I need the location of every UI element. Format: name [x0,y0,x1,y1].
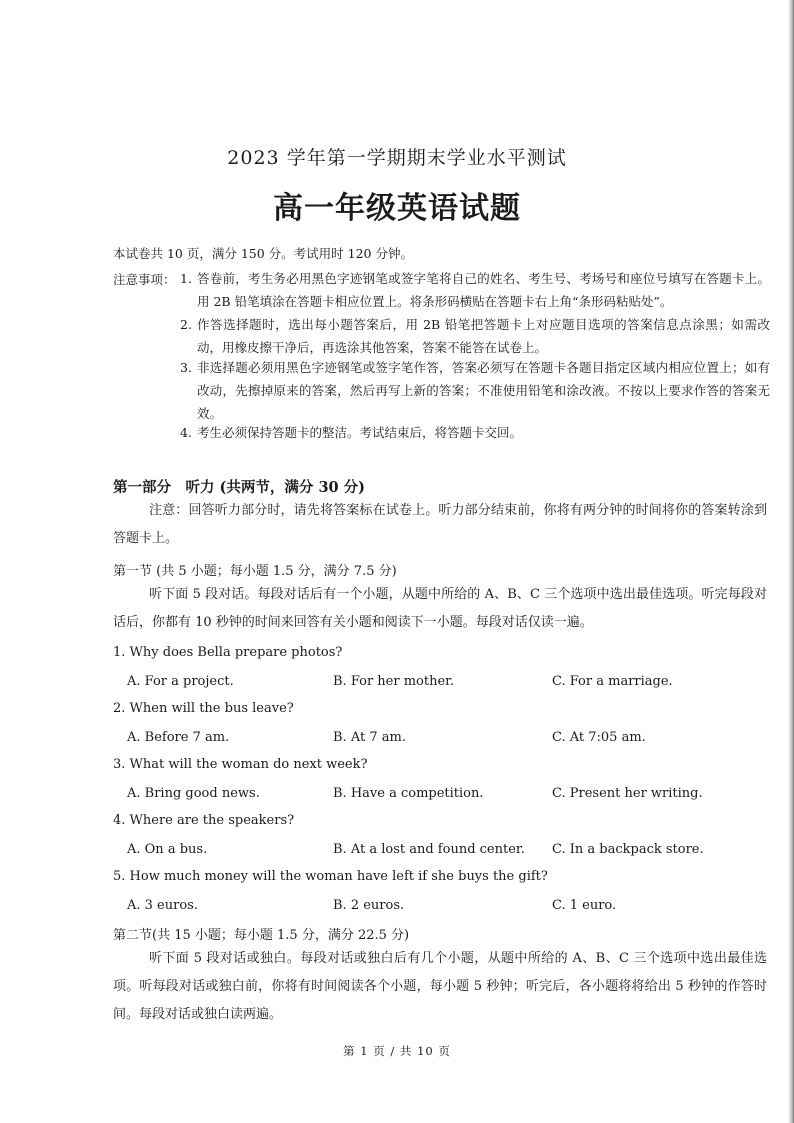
note-text: 答卷前，考生务必用黑色字迹钢笔或签字笔将自己的姓名、考生号、考场号和座位号填写在答题卡上。用 2B 铅笔填涂在答题卡相应位置上。将条形码横贴在答题卡右上角“条形码粘贴处”。 [197,271,770,309]
option-b: B. For her mother. [333,674,455,689]
option-c: C. In a backpack store. [552,842,704,857]
question: 2. When will the bus leave? [113,701,294,716]
exam-title: 2023 学年第一学期期末学业水平测试 [227,147,567,169]
option-a: A. On a bus. [127,842,208,857]
note-number: 3. [180,360,192,375]
note-item [180,421,770,444]
note-text: 作答选择题时，选出每小题答案后，用 2B 铅笔把答题卡上对应题目选项的答案信息点涂黑；如需改动，用橡皮擦干净后，再选涂其他答案，答案不能答在试卷上。 [197,317,770,355]
question: 3. What will the woman do next week? [113,757,368,772]
part1-heading: 第一部分 听力 (共两节，满分 30 分) [113,479,366,496]
option-c: C. For a marriage. [552,674,673,689]
section2-heading: 第二节(共 15 小题；每小题 1.5 分，满分 22.5 分) [113,928,410,943]
note-item [180,267,770,313]
option-a: A. For a project. [127,674,234,689]
question: 4. Where are the speakers? [113,813,295,828]
option-a: A. 3 euros. [127,898,198,913]
scan-edge-shadow [788,0,794,1123]
option-b: B. 2 euros. [333,898,405,913]
note-text: 考生必须保持答题卡的整洁。考试结束后，将答题卡交回。 [197,425,523,440]
note-number: 4. [180,425,192,440]
note-text: 非选择题必须用黑色字迹钢笔或签字笔作答，答案必须写在答题卡各题目指定区域内相应位置上；如有改动，先擦掉原来的答案，然后再写上新的答案；不准使用铅笔和涂改液。不按以上要求作答的答案无效。 [197,360,770,421]
option-c: C. Present her writing. [552,786,703,801]
option-b: B. At a lost and found center. [333,842,525,857]
option-c: C. 1 euro. [552,898,617,913]
note-number: 2. [180,317,192,332]
note-item [180,356,770,425]
page-footer: 第 1 页 / 共 10 页 [343,1044,451,1058]
section1-instructions: 听下面 5 段对话。每段对话后有一个小题，从题中所给的 A、B、C 三个选项中选出最佳选项。听完每段对话后，你都有 10 秒钟的时间来回答有关小题和阅读下一小题。每段对话仅读一遍。 [113,587,767,630]
note-item [180,313,770,359]
option-a: A. Bring good news. [127,786,260,801]
notes-label: 注意事项： [113,272,176,287]
exam-subtitle: 高一年级英语试题 [273,191,521,226]
question: 1. Why does Bella prepare photos? [113,645,343,660]
part1-note: 注意：回答听力部分时，请先将答案标在试卷上。听力部分结束前，你将有两分钟的时间将你的答案转涂到答题卡上。 [113,503,767,546]
option-a: A. Before 7 am. [127,730,230,745]
option-c: C. At 7:05 am. [552,730,646,745]
section2-instructions: 听下面 5 段对话或独白。每段对话或独白后有几个小题，从题中所给的 A、B、C 三个选项中选出最佳选项。听每段对话或独白前，你将有时间阅读各个小题，每小题 5 秒钟；听完后，各小题将将给出 5 秒钟的作答时间。每段对话或独白读两遍。 [113,951,767,1022]
question: 5. How much money will the woman have left if she buys the gift? [113,869,548,884]
exam-info: 本试卷共 10 页，满分 150 分。考试用时 120 分钟。 [113,246,413,261]
note-number: 1. [180,271,192,286]
option-b: B. At 7 am. [333,730,406,745]
section1-heading: 第一节 (共 5 小题；每小题 1.5 分，满分 7.5 分) [113,564,397,579]
option-b: B. Have a competition. [333,786,484,801]
